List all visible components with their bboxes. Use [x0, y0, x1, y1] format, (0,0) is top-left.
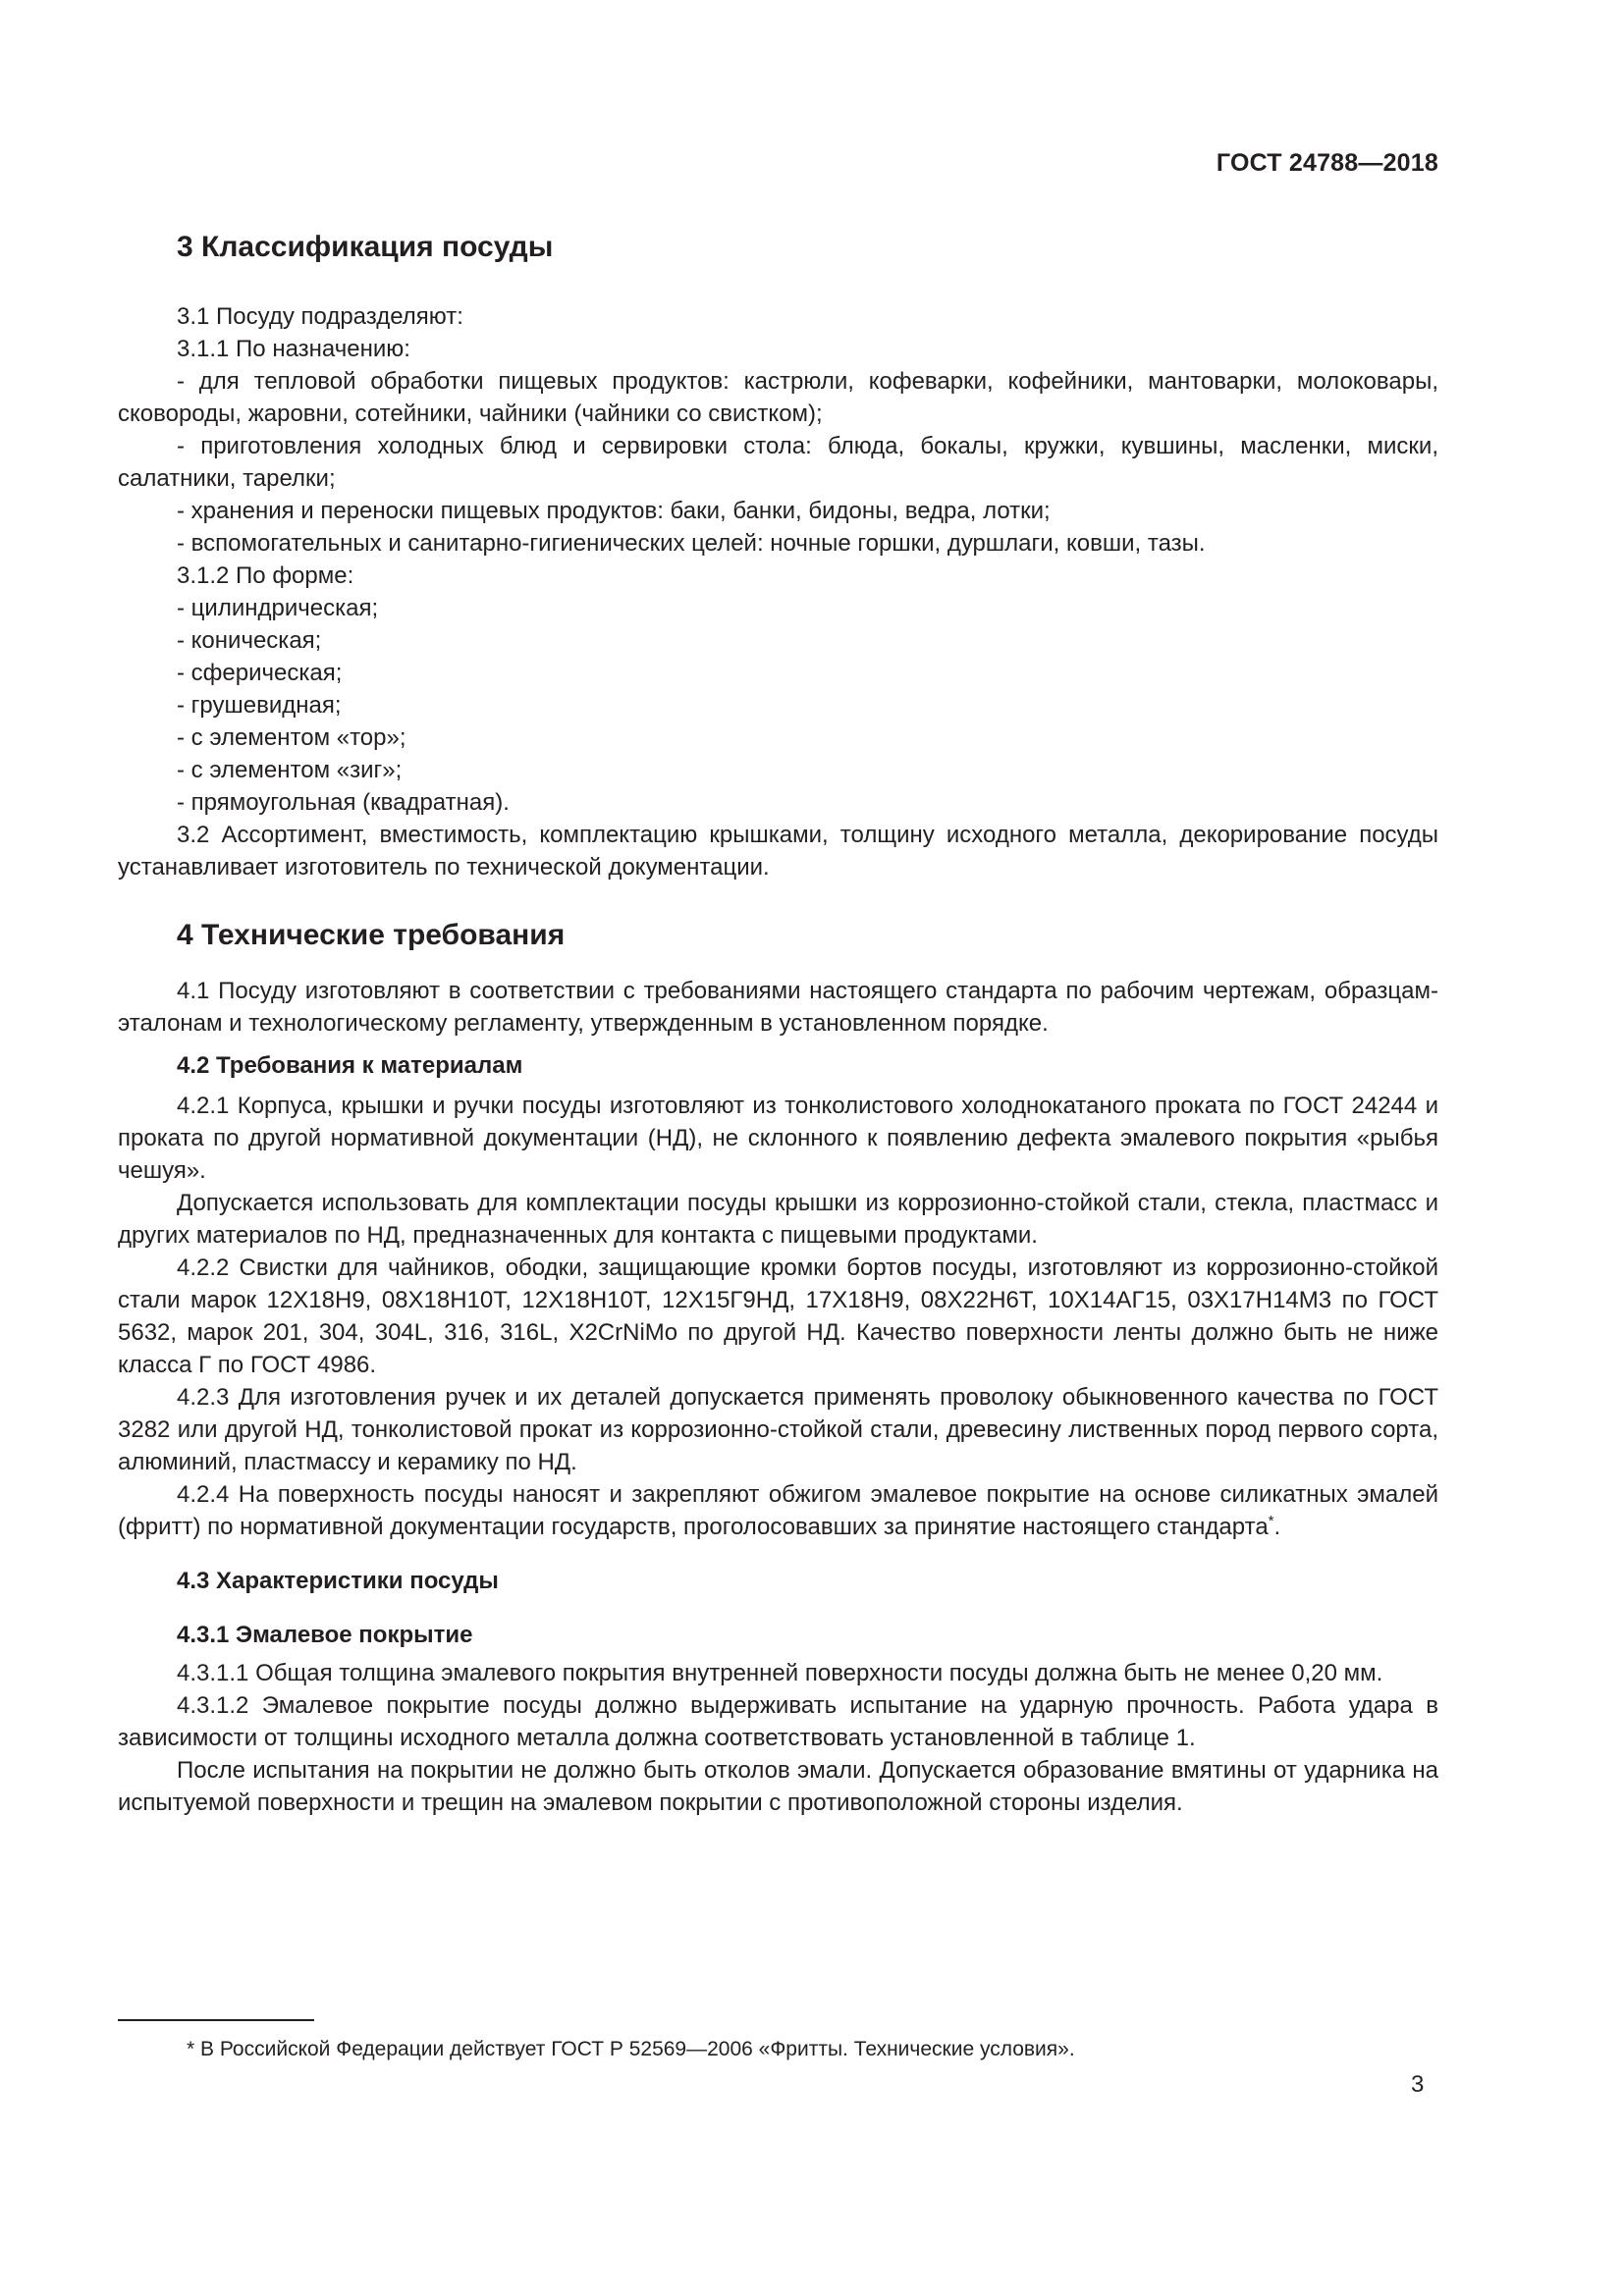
clause-3-1: 3.1 Посуду подразделяют:	[177, 303, 463, 330]
clause-4-2-1: 4.2.1 Корпуса, крышки и ручки посуды изготовляют из тонколистового холоднокатаного проката по ГОСТ 24244 и проката по другой нормативной документации (НД), не склонного к появлению дефекта эмалевого покрытия «рыбья чешуя».	[118, 1093, 1438, 1184]
clause-4-3-1-2-note: После испытания на покрытии не должно быть отколов эмали. Допускается образование вмятины от ударника на испытуемой поверхности и трещин на эмалевом покрытии с противоположной стороны изделия.	[118, 1757, 1438, 1816]
shape-item: - с элементом «зиг»;	[177, 757, 403, 783]
clause-4-1: 4.1 Посуду изготовляют в соответствии с требованиями настоящего стандарта по рабочим чертежам, образцам-эталонам и технологическому регламенту, утвержденным в установленном порядке.	[118, 978, 1438, 1037]
page-content	[118, 216, 1438, 1819]
subsection-4-2-title: 4.2 Требования к материалам	[177, 1052, 523, 1079]
section-4-title: 4 Технические требования	[177, 919, 566, 951]
shape-item: - грушевидная;	[177, 692, 342, 719]
purpose-item: - хранения и переноски пищевых продуктов: баки, банки, бидоны, ведра, лотки;	[177, 498, 1051, 524]
shape-item: - сферическая;	[177, 660, 343, 686]
footnote: * В Российской Федерации действует ГОСТ Р 52569—2006 «Фритты. Технические условия».	[187, 2038, 1075, 2060]
clause-4-2-2: 4.2.2 Свистки для чайников, ободки, защищающие кромки бортов посуды, изготовляют из коррозионно-стойкой стали марок 12Х18Н9, 08Х18Н10Т, 12Х18Н10Т, 12Х15Г9НД, 17Х18Н9, 08Х22Н6Т, 10Х14АГ15, 03Х17Н14М3 по ГОСТ 5632, марок 201, 304, 304L, 316, 316L, X2CrNiMo по другой НД. Качество поверхности ленты должно быть не ниже класса Г по ГОСТ 4986.	[118, 1255, 1438, 1378]
document-id-header: ГОСТ 24788—2018	[1216, 149, 1438, 177]
clause-4-2-4-end: .	[1273, 1514, 1281, 1540]
clause-4-2-1-note: Допускается использовать для комплектации посуды крышки из коррозионно-стойкой стали, стекла, пластмасс и других материалов по НД, предназначенных для контакта с пищевыми продуктами.	[118, 1190, 1438, 1249]
subsection-4-3-title: 4.3 Характеристики посуды	[177, 1568, 499, 1594]
footnote-divider	[118, 2019, 314, 2021]
clause-4-3-1-2: 4.3.1.2 Эмалевое покрытие посуды должно выдерживать испытание на ударную прочность. Работа удара в зависимости от толщины исходного металла должна соответствовать установленной в таблице 1.	[118, 1692, 1438, 1751]
clause-4-3-1-1: 4.3.1.1 Общая толщина эмалевого покрытия внутренней поверхности посуды должна быть не менее 0,20 мм.	[177, 1660, 1383, 1686]
shape-item: - цилиндрическая;	[177, 595, 379, 621]
purpose-item: - для тепловой обработки пищевых продуктов: кастрюли, кофеварки, кофейники, мантоварки, молоковары, сковороды, жаровни, сотейники, чайники (чайники со свистком);	[118, 368, 1438, 427]
shape-item: - коническая;	[177, 627, 322, 654]
subsection-4-3-1-title: 4.3.1 Эмалевое покрытие	[177, 1622, 473, 1648]
clause-3-1-1: 3.1.1 По назначению:	[177, 336, 410, 362]
purpose-item: - приготовления холодных блюд и сервировки стола: блюда, бокалы, кружки, кувшины, масленки, миски, салатники, тарелки;	[118, 433, 1438, 492]
clause-3-1-2: 3.1.2 По форме:	[177, 562, 354, 589]
footnote-marker[interactable]: *	[1268, 1513, 1274, 1529]
section-3-title: 3 Классификация посуды	[177, 231, 554, 263]
shape-item: - с элементом «тор»;	[177, 724, 406, 751]
clause-4-2-4-text: 4.2.4 На поверхность посуды наносят и закрепляют обжигом эмалевое покрытие на основе силикатных эмалей (фритт) по нормативной документации государств, проголосовавших за принятие настоящего стандарта	[118, 1481, 1438, 1540]
purpose-item: - вспомогательных и санитарно-гигиенических целей: ночные горшки, дуршлаги, ковши, тазы.	[177, 530, 1206, 557]
clause-3-2: 3.2 Ассортимент, вместимость, комплектацию крышками, толщину исходного металла, декорирование посуды устанавливает изготовитель по технической документации.	[118, 822, 1438, 881]
page-number: 3	[1411, 2071, 1425, 2098]
clause-4-2-3: 4.2.3 Для изготовления ручек и их деталей допускается применять проволоку обыкновенного качества по ГОСТ 3282 или другой НД, тонколистовой прокат из коррозионно-стойкой стали, древесину лиственных пород первого сорта, алюминий, пластмассу и керамику по НД.	[118, 1384, 1438, 1475]
clause-4-2-4	[118, 1478, 1438, 1543]
shape-item: - прямоугольная (квадратная).	[177, 789, 510, 816]
